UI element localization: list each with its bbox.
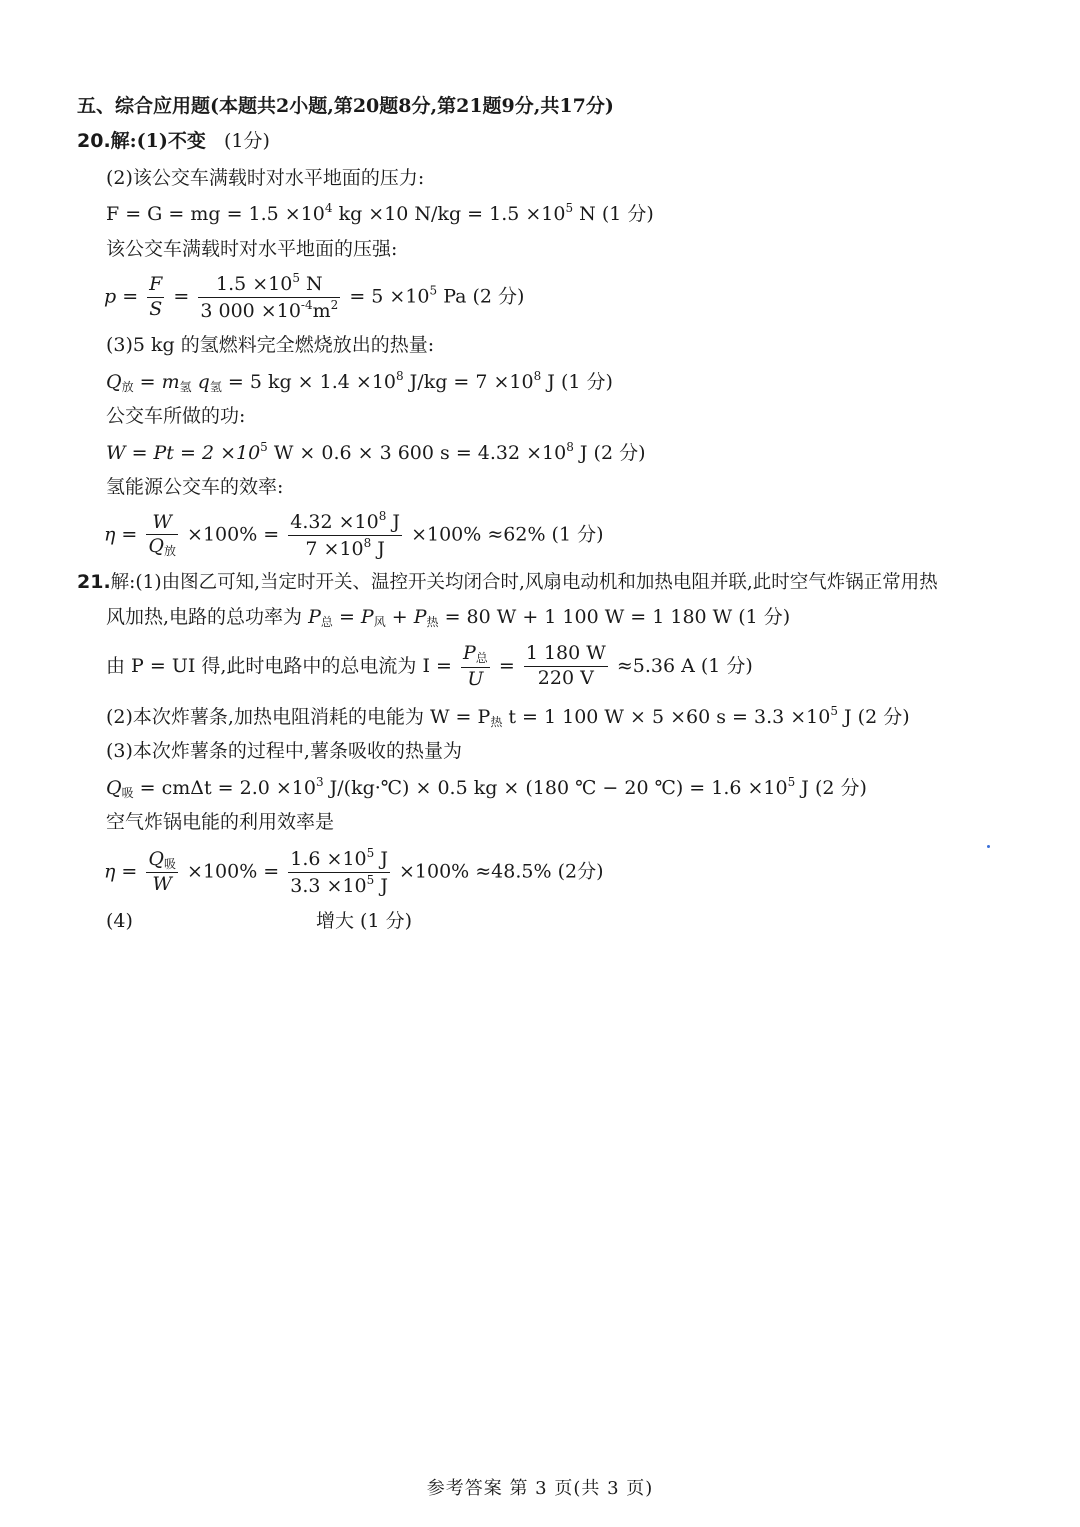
current-result: ≈5.36 A (1 分) xyxy=(616,654,753,677)
current-frac2-den: 220 V xyxy=(537,667,594,690)
pressure-fraction-1 xyxy=(147,274,164,321)
current-fraction-1 xyxy=(461,643,490,691)
eff20-mid: ×100% = xyxy=(187,523,280,546)
q20-heat-equation xyxy=(106,369,613,394)
p-total-sub: 总 xyxy=(320,615,333,629)
pf2-den-a: 3 000 ×10 xyxy=(200,299,301,322)
heat-exp1: 8 xyxy=(396,369,404,383)
pressure-frac1-den: S xyxy=(149,297,163,320)
pressure-result-a: = 5 ×10 xyxy=(349,285,430,308)
eff21-f2-den-exp: 5 xyxy=(366,872,375,887)
heat-q-sub: 氢 xyxy=(209,380,222,394)
pressure-frac1-num: F xyxy=(147,274,164,298)
pressure-fraction-2 xyxy=(198,272,340,323)
q21-part2 xyxy=(106,704,910,729)
pf2-den-exp2: 2 xyxy=(330,297,339,312)
page-footer: 参考答案 第 3 页(共 3 页) xyxy=(426,1478,654,1499)
eff20-result: ×100% ≈62% (1 分) xyxy=(411,523,604,546)
q21-part2-sub: 热 xyxy=(490,715,503,729)
p-plus: + P xyxy=(385,606,427,628)
heat-eq-d: J (1 分) xyxy=(541,371,613,393)
force-eq-b: kg ×10 N/kg = 1.5 ×10 xyxy=(332,203,566,225)
eff20-frac1-num: W xyxy=(146,512,178,536)
eff21-lhs: η = xyxy=(104,860,138,883)
absorb-Q: Q xyxy=(106,777,122,799)
absorb-exp2: 5 xyxy=(787,775,796,789)
q21-part4-label: (4) xyxy=(106,910,133,932)
eff21-frac1-num-sub: 吸 xyxy=(163,856,176,871)
current-frac1-num xyxy=(461,643,490,668)
q20-part1 xyxy=(77,130,270,153)
q21-current-equation xyxy=(106,643,753,691)
work-eq-b: W × 0.6 × 3 600 s = 4.32 ×10 xyxy=(267,442,567,464)
heat-eq-m: = m xyxy=(133,371,180,393)
eff20-frac1-den-sub: 放 xyxy=(163,544,176,559)
current-a: 由 P = UI 得,此时电路中的总电流为 I = xyxy=(106,654,452,677)
q20-force-equation xyxy=(106,201,654,226)
q21-efficiency-equation xyxy=(104,847,604,898)
eff21-f2-num-a: 1.6 ×10 xyxy=(290,848,367,870)
heat-m-sub: 氢 xyxy=(179,380,192,394)
p-values: = 80 W + 1 100 W = 1 180 W (1 分) xyxy=(438,606,791,628)
q20-part1-score: (1分) xyxy=(224,130,270,152)
q20-work-equation xyxy=(106,440,646,465)
absorb-a: = cmΔt = 2.0 ×10 xyxy=(133,777,316,799)
q20-efficiency-title: 氢能源公交车的效率: xyxy=(106,476,284,498)
pressure-eq: = xyxy=(173,285,190,308)
eff20-f2-num-a: 4.32 ×10 xyxy=(290,511,379,533)
q21-absorb-equation xyxy=(106,775,867,800)
force-eq-a: F = G = mg = 1.5 ×10 xyxy=(106,203,325,225)
current-frac1-num-P: P xyxy=(462,642,476,664)
current-frac2-num: 1 180 W xyxy=(524,643,608,667)
q21-part2-c: J (2 分) xyxy=(837,706,910,728)
eff21-fraction-1 xyxy=(146,849,178,897)
q21-part3-title: (3)本次炸薯条的过程中,薯条吸收的热量为 xyxy=(106,740,462,762)
force-exp2: 5 xyxy=(565,201,574,215)
current-fraction-2 xyxy=(524,643,608,690)
q21-part2-exp: 5 xyxy=(830,704,838,718)
absorb-c: J (2 分) xyxy=(795,777,867,799)
p-total: P xyxy=(308,606,321,628)
current-eq: = xyxy=(498,654,515,677)
pressure-frac2-den xyxy=(198,298,340,323)
eff21-frac2-num xyxy=(288,847,390,873)
eff20-f2-den-b: J xyxy=(371,537,385,560)
eff20-frac2-num xyxy=(288,510,402,536)
absorb-exp1: 3 xyxy=(315,775,324,789)
heat-Q-sub: 放 xyxy=(121,380,134,394)
pressure-lhs: p = xyxy=(104,285,139,308)
p-heat-sub: 热 xyxy=(426,615,439,629)
section-title: 五、综合应用题(本题共2小题,第20题8分,第21题9分,共17分) xyxy=(77,95,614,117)
eff21-frac2-den xyxy=(288,873,390,898)
absorb-b: J/(kg·℃) × 0.5 kg × (180 ℃ − 20 ℃) = 1.6 ×10 xyxy=(323,777,788,799)
q20-part3-title: (3)5 kg 的氢燃料完全燃烧放出的热量: xyxy=(106,334,435,356)
q21-part2-a: (2)本次炸薯条,加热电阻消耗的电能为 W = P xyxy=(106,706,491,728)
work-exp1: 5 xyxy=(260,440,268,454)
eff21-frac1-den: W xyxy=(152,873,172,896)
eff20-f2-den-a: 7 ×10 xyxy=(305,537,364,560)
pressure-result-b: Pa (2 分) xyxy=(437,285,525,308)
eff21-frac1-num xyxy=(146,849,178,874)
eff20-f2-num-exp: 8 xyxy=(378,509,387,523)
eff21-fraction-2 xyxy=(288,847,390,898)
p-fan-sub: 风 xyxy=(373,615,386,629)
eff21-f2-num-exp: 5 xyxy=(366,846,375,860)
eff20-frac1-den-Q: Q xyxy=(148,535,164,558)
q21-number: 21. xyxy=(77,571,111,593)
eff21-result: ×100% ≈48.5% (2分) xyxy=(398,860,604,883)
work-exp2: 8 xyxy=(566,440,574,454)
eff20-f2-num-b: J xyxy=(386,511,401,533)
eff20-fraction-1 xyxy=(146,512,178,560)
q21-part1-line2 xyxy=(106,606,790,629)
current-frac1-num-sub: 总 xyxy=(475,651,488,665)
q20-work-title: 公交车所做的功: xyxy=(106,405,246,427)
force-eq-c: N (1 分) xyxy=(573,203,654,225)
q21-efficiency-title: 空气炸锅电能的利用效率是 xyxy=(106,811,335,833)
heat-exp2: 8 xyxy=(533,369,542,383)
pf2-den-exp: -4 xyxy=(300,297,313,312)
q20-pressure-equation xyxy=(104,272,524,323)
eff20-lhs: η = xyxy=(104,523,138,546)
stray-mark xyxy=(987,845,990,848)
heat-eq-c: J/kg = 7 ×10 xyxy=(403,371,534,393)
q21-part4-answer: 增大 (1 分) xyxy=(316,910,412,932)
heat-q: q xyxy=(191,371,210,393)
q20-part2-title: (2)该公交车满载时对水平地面的压力: xyxy=(106,167,425,189)
q20-part1-label: 解:(1)不变 xyxy=(110,130,206,152)
heat-eq-b: = 5 kg × 1.4 ×10 xyxy=(221,371,396,393)
pf2-num-a: 1.5 ×10 xyxy=(215,273,293,295)
eff21-mid: ×100% = xyxy=(187,860,280,883)
eff21-f2-num-b: J xyxy=(374,848,388,870)
q21-part2-b: t = 1 100 W × 5 ×60 s = 3.3 ×10 xyxy=(502,706,831,728)
pressure-result-exp: 5 xyxy=(429,283,438,298)
q21-part1-text: 解:(1)由图乙可知,当定时开关、温控开关均闭合时,风扇电动机和加热电阻并联,此时空气炸锅正常用热 xyxy=(110,572,938,593)
eff21-f2-den-a: 3.3 ×10 xyxy=(290,874,367,897)
heat-Q: Q xyxy=(106,371,122,393)
work-eq-a: W = Pt = 2 ×10 xyxy=(106,442,261,464)
work-eq-c: J (2 分) xyxy=(573,442,646,464)
q21-part1-line1 xyxy=(77,571,938,594)
p-eq: = P xyxy=(332,606,374,628)
absorb-sub: 吸 xyxy=(121,786,134,800)
eff21-frac1-num-Q: Q xyxy=(148,847,164,870)
eff20-f2-den-exp: 8 xyxy=(363,535,372,550)
eff20-frac1-den xyxy=(146,535,178,559)
pf2-num-b: N xyxy=(299,273,323,295)
q20-pressure-title: 该公交车满载时对水平地面的压强: xyxy=(106,238,398,260)
force-exp1: 4 xyxy=(324,201,333,215)
eff20-frac2-den xyxy=(288,536,402,561)
current-frac1-den: U xyxy=(467,667,484,690)
eff21-f2-den-b: J xyxy=(374,874,388,897)
pf2-num-exp: 5 xyxy=(292,271,300,285)
q20-efficiency-equation xyxy=(104,510,604,561)
pf2-den-b: m xyxy=(312,299,331,322)
q21-line2-a: 风加热,电路的总功率为 xyxy=(106,606,309,628)
eff20-fraction-2 xyxy=(288,510,402,561)
pressure-frac2-num xyxy=(198,272,340,298)
q20-number: 20. xyxy=(77,130,111,152)
